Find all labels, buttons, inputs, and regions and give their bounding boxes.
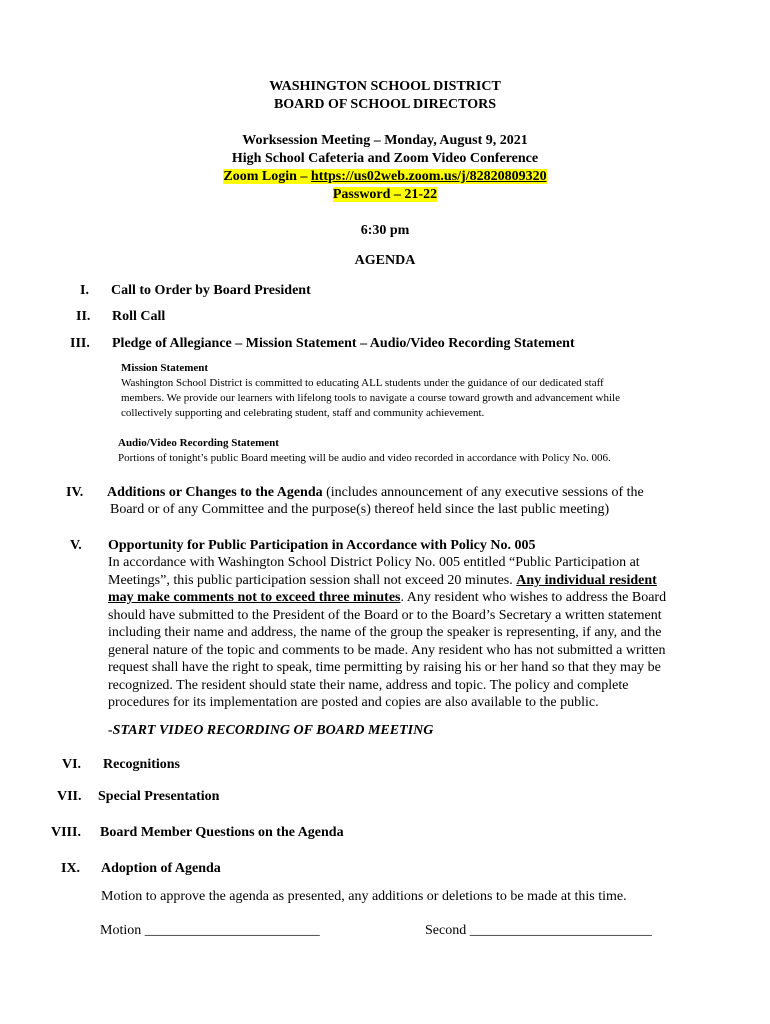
meeting-title: Worksession Meeting – Monday, August 9, 2021: [242, 133, 528, 148]
agenda-title: AGENDA: [354, 253, 416, 268]
participation-line: [108, 589, 666, 607]
mission-line: members. We provide our learners with lifelong tools to navigate a course toward growth and advancement while: [121, 392, 620, 404]
password-line: [0, 186, 770, 204]
item-number: V.: [70, 538, 82, 553]
item-special-presentation: Special Presentation: [98, 789, 220, 804]
mission-line: collectively supporting and celebrating student, staff and community achievement.: [121, 407, 485, 419]
item-additions: [107, 484, 644, 502]
participation-text: Meetings”, this public participation session shall not exceed 20 minutes.: [108, 572, 517, 588]
participation-line: recognized. The resident should state their name, address and topic. The policy and complete: [108, 677, 629, 693]
password-highlight: Password – 21-22: [332, 187, 438, 202]
item-number: I.: [80, 283, 89, 298]
zoom-login-prefix: Zoom Login –: [223, 169, 311, 184]
participation-line: general nature of the topic and comments to be made. Any resident who has not submitted a written: [108, 642, 666, 658]
participation-line: request shall have the right to speak, time permitting by raising his or her hand so that they may be: [108, 660, 661, 675]
item-number: III.: [70, 336, 90, 351]
participation-line: [108, 572, 657, 590]
participation-text: . Any resident who wishes to address the Board: [400, 590, 667, 605]
item-number: IX.: [61, 861, 81, 876]
zoom-login-line: [0, 168, 770, 186]
participation-line: should have submitted to the President of the Board or to the Board’s Secretary a written statement: [108, 607, 662, 623]
item-number: VIII.: [51, 825, 81, 840]
item-pledge: Pledge of Allegiance – Mission Statement – Audio/Video Recording Statement: [112, 336, 575, 351]
mission-line: Washington School District is committed to educating ALL students under the guidance of our dedicated staff: [121, 377, 604, 389]
zoom-link[interactable]: https://us02web.zoom.us/j/82820809320: [310, 169, 547, 184]
participation-emphasis: may make comments not to exceed three minutes: [108, 590, 401, 605]
motion-field: Motion _________________________: [100, 923, 320, 938]
av-statement: Portions of tonight’s public Board meeting will be audio and video recorded in accordance with Policy No. 006.: [118, 452, 611, 464]
participation-emphasis: Any individual resident: [516, 572, 657, 588]
item-recognitions: Recognitions: [103, 757, 180, 772]
item-number: VI.: [62, 757, 82, 772]
zoom-login-highlight: [223, 169, 546, 184]
item-additions-text: Board or of any Committee and the purpose(s) thereof held since the last public meeting): [110, 502, 610, 517]
participation-line: procedures for its implementation are posted and copies are also available to the public.: [108, 695, 599, 710]
item-public-participation: Opportunity for Public Participation in Accordance with Policy No. 005: [108, 538, 536, 553]
item-number: VII.: [57, 789, 82, 804]
item-number: II.: [76, 309, 91, 324]
adoption-motion-text: Motion to approve the agenda as presented, any additions or deletions to be made at this time.: [101, 889, 627, 904]
district-name: WASHINGTON SCHOOL DISTRICT: [269, 79, 501, 94]
meeting-location: High School Cafeteria and Zoom Video Conference: [231, 151, 539, 166]
item-roll-call: Roll Call: [112, 309, 166, 324]
item-call-to-order: Call to Order by Board President: [111, 283, 311, 298]
item-board-questions: Board Member Questions on the Agenda: [100, 825, 344, 840]
participation-line: In accordance with Washington School District Policy No. 005 entitled “Public Participation at: [108, 555, 640, 570]
second-field: Second __________________________: [425, 923, 652, 938]
item-additions-text: (includes announcement of any executive sessions of the: [322, 485, 644, 500]
item-number: IV.: [66, 485, 84, 500]
av-heading: Audio/Video Recording Statement: [118, 437, 279, 449]
start-recording-note: -START VIDEO RECORDING OF BOARD MEETING: [108, 723, 434, 738]
board-name: BOARD OF SCHOOL DIRECTORS: [273, 97, 497, 112]
item-additions-label: Additions or Changes to the Agenda: [107, 485, 323, 500]
item-adoption: Adoption of Agenda: [101, 861, 221, 876]
mission-heading: Mission Statement: [121, 362, 209, 374]
participation-line: including their name and address, the name of the group the speaker is representing, if any, and the: [108, 625, 662, 640]
meeting-time: 6:30 pm: [360, 223, 410, 238]
